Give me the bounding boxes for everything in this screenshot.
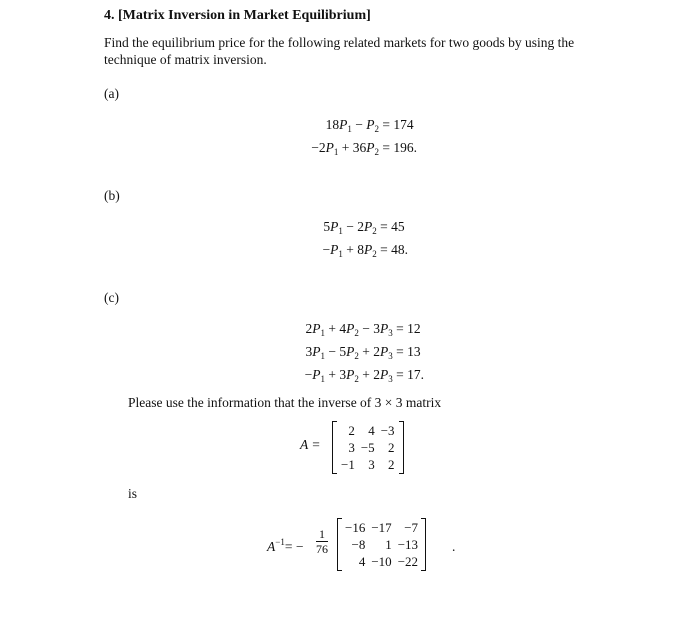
part-a-label: (a) <box>104 86 119 101</box>
right-bracket <box>421 518 426 571</box>
part-b-label: (b) <box>104 188 120 203</box>
cell: −17 <box>371 520 392 535</box>
inverse-label: $A^{-1}=$ − <box>267 537 304 554</box>
eq-c-1: $2P_1 + 4P_2 - 3P_3 = 12$ <box>305 321 421 338</box>
eq-b-2: $-P_1 + 8P_2 = 48$. <box>322 242 408 259</box>
cell: 4 <box>358 554 366 569</box>
cell: −5 <box>360 440 375 455</box>
cell: −13 <box>397 537 419 552</box>
eq-c-3: $-P_1 + 3P_2 + 2P_3 = 17$. <box>304 367 424 384</box>
part-b-equations <box>323 215 409 261</box>
part-c-label: (c) <box>104 290 119 305</box>
end-period: . <box>452 539 456 554</box>
matrix-a-label: A = <box>300 437 321 452</box>
eq-c-2: $3P_1 - 5P_2 + 2P_3 = 13$ <box>305 344 421 361</box>
cell: −10 <box>371 554 392 569</box>
scalar-fraction <box>316 527 328 556</box>
problem-intro: Find the equilibrium price for the following related markets for two goods by using the technique of matrix inversion. <box>104 35 575 67</box>
cell: 2 <box>348 423 355 438</box>
cell: −1 <box>341 457 355 472</box>
fraction-numerator: 1 <box>316 527 328 542</box>
fraction-denominator: 76 <box>316 542 328 556</box>
cell: −7 <box>404 520 419 535</box>
problem-title: 4. [Matrix Inversion in Market Equilibrium] <box>104 8 371 23</box>
cell: −8 <box>351 537 366 552</box>
cell: 3 <box>368 457 375 472</box>
cell: 2 <box>388 440 395 455</box>
part-a-equations <box>311 113 417 159</box>
cell: −16 <box>345 520 366 535</box>
eq-a-2: $-2P_1 + 36P_2 = 196$. <box>311 140 417 157</box>
eq-a-1: $18P_1 - P_2 = 174$ <box>325 117 414 134</box>
eq-b-1: $5P_1 - 2P_2 = 45$ <box>323 219 405 236</box>
part-c-equations <box>305 317 424 386</box>
cell: 4 <box>368 423 375 438</box>
cell: 2 <box>388 457 395 472</box>
matrix-a <box>332 421 404 474</box>
cell: 3 <box>348 440 355 455</box>
right-bracket <box>399 421 404 474</box>
cell: 1 <box>385 537 392 552</box>
inverse-note: Please use the information that the inverse of 3 × 3 matrix <box>128 395 442 410</box>
left-bracket <box>337 518 342 571</box>
cell: −3 <box>380 423 395 438</box>
left-bracket <box>332 421 337 474</box>
matrix-a-inverse <box>337 518 426 571</box>
is-label: is <box>128 486 138 501</box>
cell: −22 <box>397 554 419 569</box>
